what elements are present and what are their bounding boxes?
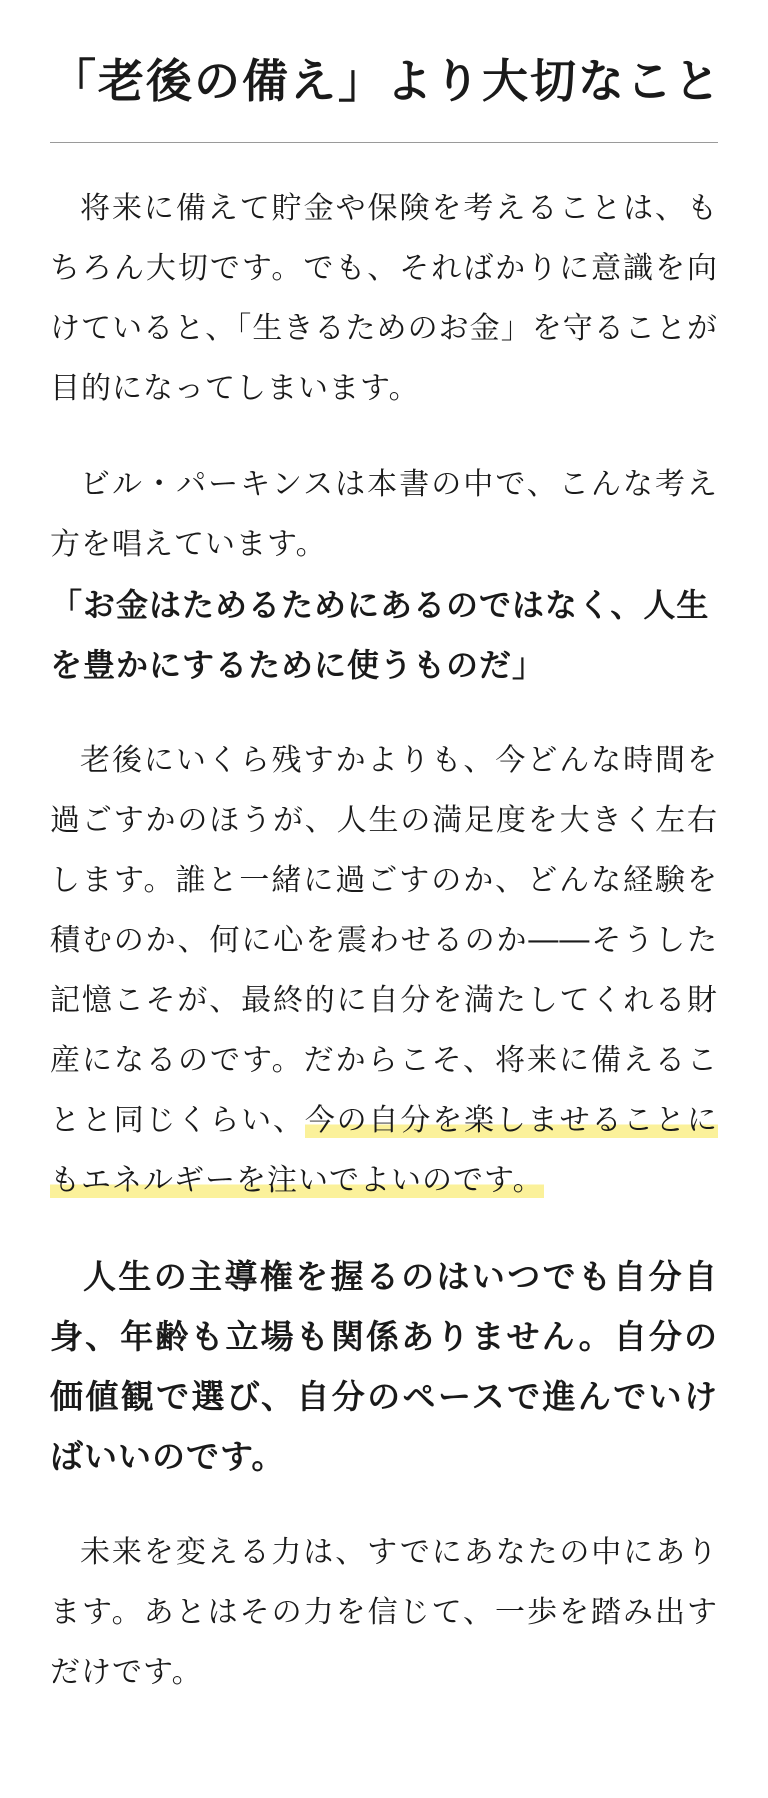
paragraph-author-view: ビル・パーキンスは本書の中で、こんな考え方を唱えています。 <box>50 467 718 562</box>
article-title: 「老後の備え」より大切なこと <box>50 54 722 108</box>
title-divider <box>50 142 718 143</box>
article <box>50 0 722 1703</box>
author-quote: 「お金はためるためにあるのではなく、人生を豊かにするために使うものだ」 <box>50 586 710 684</box>
paragraph-present-time-lead: 老後にいくら残すかよりも、今どんな時間を過ごすかのほうが、人生の満足度を大きく左右します。誰と一緒に過ごすのか、どんな経験を積むのか、何に心を震わせるのか――そうした記憶こそが、最終的に自分を満たしてくれる財産になるのです。だからこそ、将来に備えることと同じくらい、 <box>50 743 718 1138</box>
highlighted-text: 今の自分を楽しませることにもエネルギーを注いでよいのです。 <box>50 1103 719 1198</box>
paragraph-closing: 未来を変える力は、すでにあなたの中にあります。あとはその力を信じて、一歩を踏み出すだけです。 <box>50 1535 718 1690</box>
paragraph-present-time <box>50 731 718 1211</box>
paragraph-emphasis: 人生の主導権を握るのはいつでも自分自身、年齢も立場も関係ありません。自分の価値観で選び、自分のペースで進んでいけばいいのです。 <box>50 1257 718 1476</box>
paragraph-intro: 将来に備えて貯金や保険を考えることは、もちろん大切です。でも、そればかりに意識を向けていると、「生きるためのお金」を守ることが目的になってしまいます。 <box>50 191 718 406</box>
